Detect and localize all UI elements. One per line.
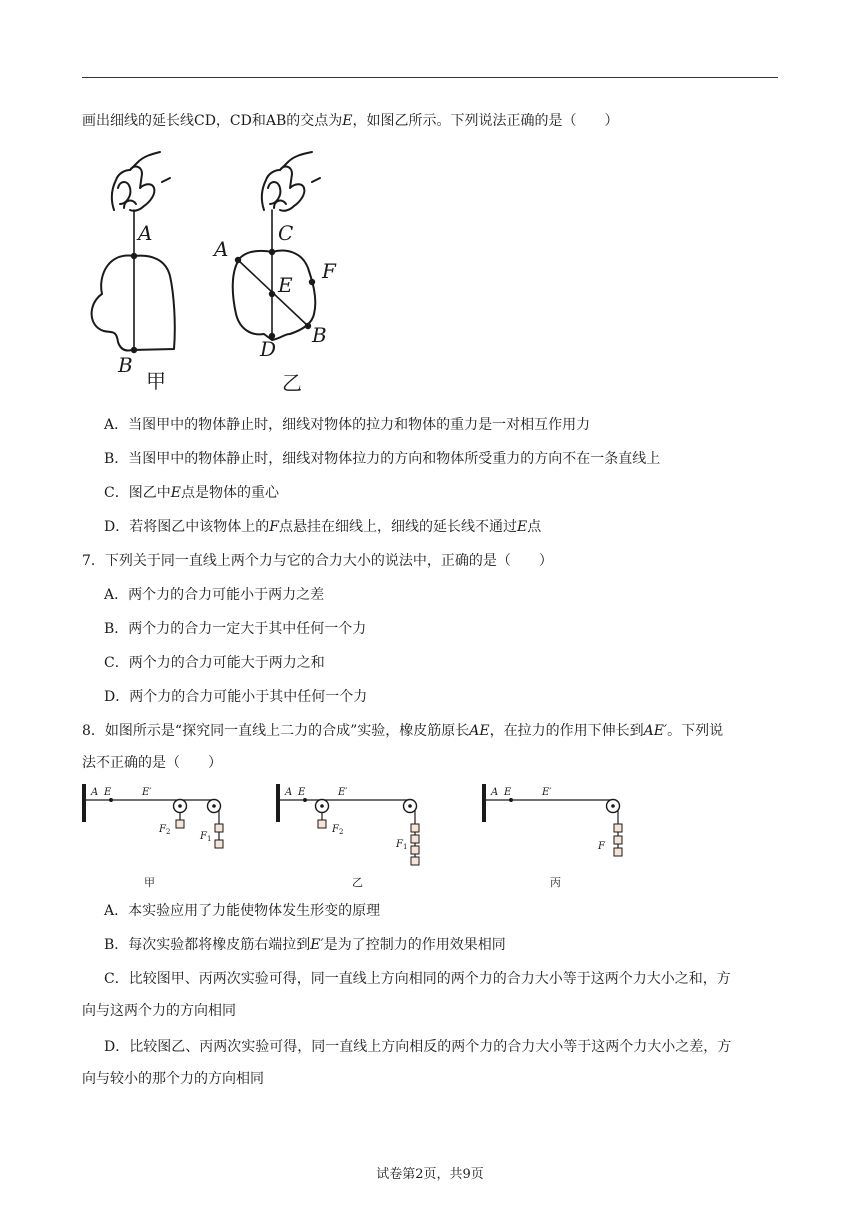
label-F: F <box>322 259 336 283</box>
label-A-yi: A <box>214 237 229 261</box>
q6-option-c: C．图乙中E点是物体的重心 <box>104 485 279 501</box>
caption-yi: 乙 <box>352 876 363 889</box>
label-F1-yi: $F_1$ <box>396 839 408 851</box>
label-E2-jia: E′ <box>142 787 152 798</box>
label-E: E <box>278 273 293 297</box>
label-E-jia: E <box>104 787 112 798</box>
q6-figure <box>80 148 350 400</box>
label-C: C <box>278 221 294 245</box>
page-footer: 试卷第2页，共9页 <box>376 1167 484 1182</box>
q6-option-d: D．若将图乙中该物体上的F点悬挂在细线上，细线的延长线不通过E点 <box>104 519 542 535</box>
label-A-yi: A <box>285 787 293 798</box>
label-F2-yi: $F_2$ <box>332 824 344 836</box>
q8-option-c-line1: C．比较图甲、丙两次实验可得，同一直线上方向相同的两个力的合力大小等于这两个力大小之和，方 <box>104 971 731 987</box>
label-A-jia: A <box>91 787 99 798</box>
q8-option-a: A．本实验应用了力能使物体发生形变的原理 <box>104 903 381 919</box>
q7-option-d: D．两个力的合力可能小于其中任何一个力 <box>104 689 368 705</box>
label-F1-jia: $F_1$ <box>200 831 212 843</box>
q7-option-a: A．两个力的合力可能小于两力之差 <box>104 587 325 603</box>
caption-jia: 甲 <box>144 876 155 889</box>
label-E-bing: E <box>504 787 512 798</box>
hand-icon <box>262 152 320 211</box>
label-E2-yi: E′ <box>338 787 348 798</box>
label-A-jia: A <box>138 221 153 245</box>
label-E-yi: E <box>298 787 306 798</box>
label-B-jia: B <box>118 353 133 377</box>
q7-stem: 7．下列关于同一直线上两个力与它的合力大小的说法中，正确的是（ ） <box>82 553 553 569</box>
q8-option-d-line2: 向与较小的那个力的方向相同 <box>82 1071 264 1087</box>
label-F2-jia: $F_2$ <box>159 824 171 836</box>
q8-stem: 8．如图所示是“探究同一直线上二力的合成”实验，橡皮筋原长AE，在拉力的作用下伸长到AE′。下列说 <box>82 723 724 739</box>
q8-option-c-line2: 向与这两个力的方向相同 <box>82 1003 236 1019</box>
header-rule <box>82 77 778 78</box>
q6-stem-tail: 画出细线的延长线CD，CD和AB的交点为E，如图乙所示。下列说法正确的是（ ） <box>82 113 619 129</box>
q8-option-d-line1: D．比较图乙、丙两次实验可得，同一直线上方向相反的两个力的合力大小等于这两个力大小之差，方 <box>104 1039 732 1055</box>
q8-stem-line2: 法不正确的是（ ） <box>82 755 222 771</box>
label-E2-bing: E′ <box>542 787 552 798</box>
q7-option-b: B．两个力的合力一定大于其中任何一个力 <box>104 621 367 637</box>
q6-option-b: B．当图甲中的物体静止时，细线对物体拉力的方向和物体所受重力的方向不在一条直线上 <box>104 451 661 467</box>
q8-option-b: B．每次实验都将橡皮筋右端拉到E′是为了控制力的作用效果相同 <box>104 937 506 953</box>
caption-yi: 乙 <box>282 371 302 395</box>
q8-figure <box>80 780 640 892</box>
label-D: D <box>260 337 277 361</box>
label-A-bing: A <box>491 787 499 798</box>
q7-option-c: C．两个力的合力可能大于两力之和 <box>104 655 325 671</box>
label-F-bing: F <box>598 841 605 852</box>
caption-bing: 丙 <box>550 876 561 889</box>
caption-jia: 甲 <box>146 369 166 393</box>
q6-option-a: A．当图甲中的物体静止时，细线对物体的拉力和物体的重力是一对相互作用力 <box>104 417 591 433</box>
hand-icon <box>112 152 170 211</box>
label-B-yi: B <box>312 323 327 347</box>
